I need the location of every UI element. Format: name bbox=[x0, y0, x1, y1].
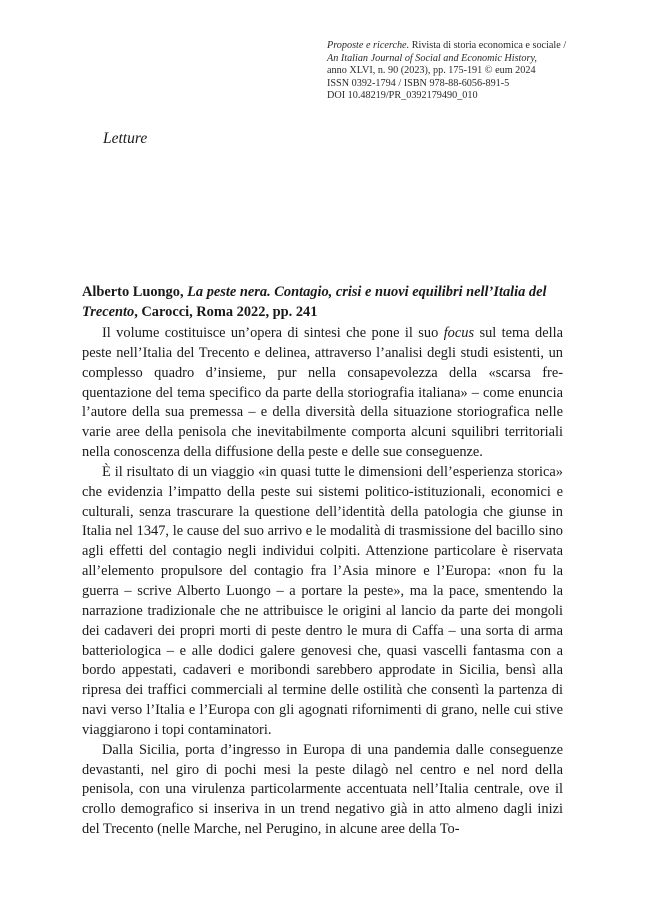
review-author: Alberto Luongo, bbox=[82, 284, 188, 300]
journal-issue: anno XLVI, n. 90 (2023), pp. 175-191 © eum 2024 bbox=[327, 65, 536, 77]
journal-description: Rivista di storia economica e sociale / bbox=[409, 40, 567, 51]
journal-name-line bbox=[327, 40, 617, 53]
review-title bbox=[82, 283, 563, 322]
journal-title: Proposte e ricerche. bbox=[327, 40, 410, 51]
focus-emphasis: focus bbox=[443, 325, 475, 341]
publication-info: , Carocci, Roma 2022, pp. 241 bbox=[134, 303, 318, 320]
journal-subtitle: An Italian Journal of Social and Economic History, bbox=[327, 52, 537, 64]
paragraph-1: Il volume costituisce un’opera di sintesi che pone il suo focus sul tema della peste nell’Italia del Trecento e delinea, attraverso l’analisi degli studi esistenti, un complesso quadro d’insieme, pur nella consapevolezza della «scarsa frequentazione del tema specifico da parte della storiografia italiana» – come enuncia l’autore della sua premessa – e della diversità della situazione storiografica nelle varie aree della penisola che inevitabilmente comporta alcuni squilibri territoriali nella conoscenza della diffusione della peste e delle sue conseguenze. bbox=[82, 325, 563, 461]
journal-header bbox=[327, 40, 617, 103]
paragraph-3: Dalla Sicilia, porta d’ingresso in Europa di una pandemia dalle conseguenze devastanti, nel giro di pochi mesi la peste dilagò nel centro e nel nord della penisola, con una virulenza particolarmente accentuata nell’Italia centrale, ove il crollo demografico si inseriva in un trend negativo già in atto almeno dagli inizi del Trecento (nelle Marche, nel Perugino, in alcune aree della To- bbox=[82, 741, 563, 838]
journal-issn: ISSN 0392-1794 / ISBN 978-88-6056-891-5 bbox=[327, 77, 510, 89]
section-label: Letture bbox=[103, 130, 148, 147]
review-body bbox=[82, 324, 563, 840]
review-article bbox=[82, 283, 563, 840]
book-title: La peste nera. Contagio, crisi e nuovi equilibri nell’Italia del Trecento bbox=[82, 284, 547, 320]
paragraph-2: È il risultato di un viaggio «in quasi tutte le dimensioni dell’esperienza storica» che evidenzia l’impatto della peste sui sistemi politico-istituzionali, economici e culturali, senza trascurare la questione dell’identità della patologia che giunse in Italia nel 1347, le cause del suo arrivo e le modalità di trasmissione del bacillo sino agli effetti del contagio negli individui colpiti. Attenzione particolare è riservata all’elemento propulsore del contagio fra l’Asia minore e l’Europa: «non fu la guerra – scrive Alberto Luongo – a portare la peste», ma la pace, smentendo la narrazione tradizionale che ne attribuisce le origini al lancio da parte dei mongoli dei cadaveri dei propri morti di peste dentro le mura di Caffa – una sorta di arma batteriologica – e alle dodici galere genovesi che, quasi vascelli fantasma con a bordo appestati, cadaveri e moribondi sarebbero approdate in Sicilia, bensì alla ripresa dei traffici commerciali al termine delle ostilità che consentì la partenza di navi verso l’Italia e l’Europa con gli agognati rifornimenti di grano, nelle cui stive viaggiarono i topi contaminatori. bbox=[82, 463, 563, 738]
journal-doi: DOI 10.48219/PR_0392179490_010 bbox=[327, 90, 478, 102]
